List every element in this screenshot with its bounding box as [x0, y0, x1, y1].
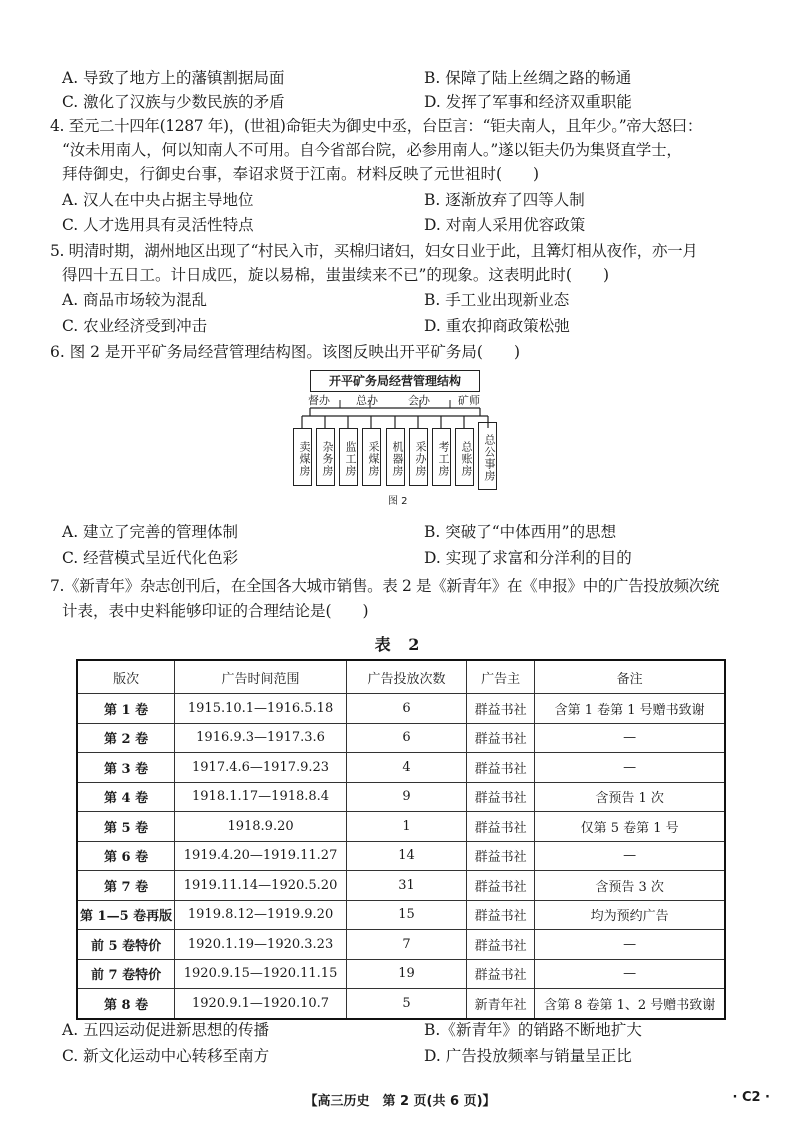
paper-code: · C2 ·: [732, 1090, 770, 1105]
q6-option-a: A. 建立了完善的管理体制: [62, 523, 239, 541]
role-kuangshi: 矿师: [458, 394, 480, 407]
page-footer: 【高三历史 第 2 页(共 6 页)】: [304, 1094, 496, 1109]
q4-option-d: D. 对南人采用优容政策: [424, 216, 586, 234]
cell-time-range: 1919.8.12—1919.9.20: [175, 900, 347, 930]
q3-option-c: C. 激化了汉族与少数民族的矛盾: [62, 93, 285, 111]
q6-option-c: C. 经营模式呈近代化色彩: [62, 549, 239, 567]
cell-advertiser: 群益书社: [466, 753, 534, 783]
role-huiban: 会办: [408, 394, 430, 407]
dept-caimeifang: 采煤房: [362, 428, 381, 486]
table-row: [77, 930, 725, 960]
q3-options-row-1: [62, 66, 762, 90]
figure-2-connectors: [292, 370, 498, 430]
dept-jiqifang: 机器房: [386, 428, 405, 486]
cell-count: 4: [346, 753, 466, 783]
q4-option-a: A. 汉人在中央占据主导地位: [62, 191, 254, 209]
dept-zongzhangfang: 总账房: [455, 428, 474, 486]
cell-remarks: —: [535, 841, 725, 871]
q6-option-b: B. 突破了“中体西用”的思想: [424, 523, 617, 541]
table-row: [77, 812, 725, 842]
q4-stem-line-1: 4. 至元二十四年(1287 年)，(世祖)命钜夫为御史中丞，台臣言：“钜夫南人，且年少。”帝大怒曰：: [50, 117, 703, 135]
cell-time-range: 1920.1.19—1920.3.23: [175, 930, 347, 960]
role-dubani: 督办: [308, 394, 330, 407]
cell-remarks: 仅第 5 卷第 1 号: [535, 812, 725, 842]
q4-stem-line-2: “汝未用南人，何以知南人不可用。自今省部台院，必参用南人。”遂以钜夫仍为集贤直学士，: [62, 141, 682, 159]
cell-count: 6: [346, 723, 466, 753]
cell-remarks: —: [535, 723, 725, 753]
cell-advertiser: 群益书社: [466, 900, 534, 930]
header-remarks: 备注: [535, 660, 725, 694]
cell-advertiser: 群益书社: [466, 723, 534, 753]
cell-advertiser: 群益书社: [466, 812, 534, 842]
q5-option-d: D. 重农抑商政策松弛: [424, 317, 570, 335]
table-row: [77, 694, 725, 724]
dept-maimeifang: 卖煤房: [293, 428, 312, 486]
dept-zawufang: 杂务房: [316, 428, 335, 486]
q3-option-a: A. 导致了地方上的藩镇割据局面: [62, 69, 285, 87]
q7-option-c: C. 新文化运动中心转移至南方: [62, 1047, 270, 1065]
cell-remarks: 含第 8 卷第 1、2 号赠书致谢: [535, 989, 725, 1019]
q7-option-a: A. 五四运动促进新思想的传播: [62, 1021, 270, 1039]
table-row: [77, 753, 725, 783]
table-2: [76, 659, 726, 1020]
q3-option-d: D. 发挥了军事和经济双重职能: [424, 93, 632, 111]
role-zongban: 总办: [356, 394, 378, 407]
header-time-range: 广告时间范围: [175, 660, 347, 694]
q5-options-row-1: [62, 288, 762, 312]
cell-edition: 第 1—5 卷再版: [77, 900, 175, 930]
cell-time-range: 1915.10.1—1916.5.18: [175, 694, 347, 724]
cell-advertiser: 群益书社: [466, 782, 534, 812]
cell-count: 7: [346, 930, 466, 960]
q4-options-row-2: [62, 213, 762, 237]
q6-option-d: D. 实现了求富和分洋利的目的: [424, 549, 632, 567]
cell-count: 31: [346, 871, 466, 901]
cell-remarks: 含预告 1 次: [535, 782, 725, 812]
q3-option-b: B. 保障了陆上丝绸之路的畅通: [424, 69, 632, 87]
cell-count: 19: [346, 959, 466, 989]
q4-options-row-1: [62, 188, 762, 212]
cell-count: 5: [346, 989, 466, 1019]
header-count: 广告投放次数: [346, 660, 466, 694]
header-advertiser: 广告主: [466, 660, 534, 694]
cell-count: 1: [346, 812, 466, 842]
q5-option-c: C. 农业经济受到冲击: [62, 317, 208, 335]
table-row: [77, 959, 725, 989]
cell-edition: 前 7 卷特价: [77, 959, 175, 989]
q5-options-row-2: [62, 314, 762, 338]
table-row: [77, 989, 725, 1019]
cell-edition: 第 1 卷: [77, 694, 175, 724]
cell-time-range: 1919.4.20—1919.11.27: [175, 841, 347, 871]
figure-2-caption: 图 2: [388, 496, 408, 507]
table-header-row: [77, 660, 725, 694]
cell-remarks: —: [535, 959, 725, 989]
dept-zonggongshifang: 总公事房: [478, 422, 497, 490]
table-2-title: 表 2: [374, 635, 426, 654]
cell-advertiser: 群益书社: [466, 959, 534, 989]
cell-time-range: 1919.11.14—1920.5.20: [175, 871, 347, 901]
table-row: [77, 900, 725, 930]
q7-options-row-2: [62, 1044, 762, 1068]
q4-option-b: B. 逐渐放弃了四等人制: [424, 191, 585, 209]
cell-count: 6: [346, 694, 466, 724]
cell-remarks: 含第 1 卷第 1 号赠书致谢: [535, 694, 725, 724]
cell-advertiser: 群益书社: [466, 930, 534, 960]
cell-count: 15: [346, 900, 466, 930]
q7-option-d: D. 广告投放频率与销量呈正比: [424, 1047, 632, 1065]
cell-edition: 第 8 卷: [77, 989, 175, 1019]
q6-stem-line-1: 6. 图 2 是开平矿务局经营管理结构图。该图反映出开平矿务局( ): [50, 343, 521, 361]
table-row: [77, 871, 725, 901]
q4-stem-line-3: 拜侍御史，行御史台事，奉诏求贤于江南。材料反映了元世祖时( ): [62, 165, 540, 183]
cell-time-range: 1916.9.3—1917.3.6: [175, 723, 347, 753]
q7-stem-line-2: 计表，表中史料能够印证的合理结论是( ): [62, 602, 369, 620]
cell-time-range: 1918.1.17—1918.8.4: [175, 782, 347, 812]
cell-edition: 第 3 卷: [77, 753, 175, 783]
cell-edition: 前 5 卷特价: [77, 930, 175, 960]
cell-count: 9: [346, 782, 466, 812]
figure-2-org-chart: [292, 370, 498, 510]
cell-advertiser: 群益书社: [466, 871, 534, 901]
q5-option-b: B. 手工业出现新业态: [424, 291, 570, 309]
q6-options-row-2: [62, 546, 762, 570]
cell-advertiser: 新青年社: [466, 989, 534, 1019]
table-row: [77, 723, 725, 753]
cell-remarks: 含预告 3 次: [535, 871, 725, 901]
cell-remarks: —: [535, 753, 725, 783]
cell-advertiser: 群益书社: [466, 841, 534, 871]
cell-time-range: 1920.9.15—1920.11.15: [175, 959, 347, 989]
cell-remarks: —: [535, 930, 725, 960]
cell-count: 14: [346, 841, 466, 871]
table-row: [77, 782, 725, 812]
cell-edition: 第 5 卷: [77, 812, 175, 842]
figure-2-title: 开平矿务局经营管理结构: [310, 370, 480, 392]
q5-option-a: A. 商品市场较为混乱: [62, 291, 208, 309]
cell-remarks: 均为预约广告: [535, 900, 725, 930]
cell-edition: 第 4 卷: [77, 782, 175, 812]
cell-time-range: 1918.9.20: [175, 812, 347, 842]
cell-edition: 第 2 卷: [77, 723, 175, 753]
q5-stem-line-1: 5. 明清时期，湖州地区出现了“村民入市，买棉归诸妇，妇女日业于此，且篝灯相从夜作，亦一月: [50, 242, 698, 260]
q6-options-row-1: [62, 520, 762, 544]
q3-options-row-2: [62, 90, 762, 114]
cell-edition: 第 6 卷: [77, 841, 175, 871]
dept-kaogongfang: 考工房: [432, 428, 451, 486]
q7-option-b: B.《新青年》的销路不断地扩大: [424, 1021, 642, 1039]
table-row: [77, 841, 725, 871]
cell-advertiser: 群益书社: [466, 694, 534, 724]
q7-options-row-1: [62, 1018, 762, 1042]
q5-stem-line-2: 得四十五日工。计日成匹，旋以易棉，蚩蚩续来不已”的现象。这表明此时( ): [62, 266, 610, 284]
cell-time-range: 1917.4.6—1917.9.23: [175, 753, 347, 783]
cell-edition: 第 7 卷: [77, 871, 175, 901]
dept-jiangongfang: 监工房: [339, 428, 358, 486]
q4-option-c: C. 人才选用具有灵活性特点: [62, 216, 254, 234]
cell-time-range: 1920.9.1—1920.10.7: [175, 989, 347, 1019]
dept-caibanfang: 采办房: [409, 428, 428, 486]
q7-stem-line-1: 7.《新青年》杂志创刊后，在全国各大城市销售。表 2 是《新青年》在《申报》中的广告投放频次统: [50, 577, 720, 595]
header-edition: 版次: [77, 660, 175, 694]
